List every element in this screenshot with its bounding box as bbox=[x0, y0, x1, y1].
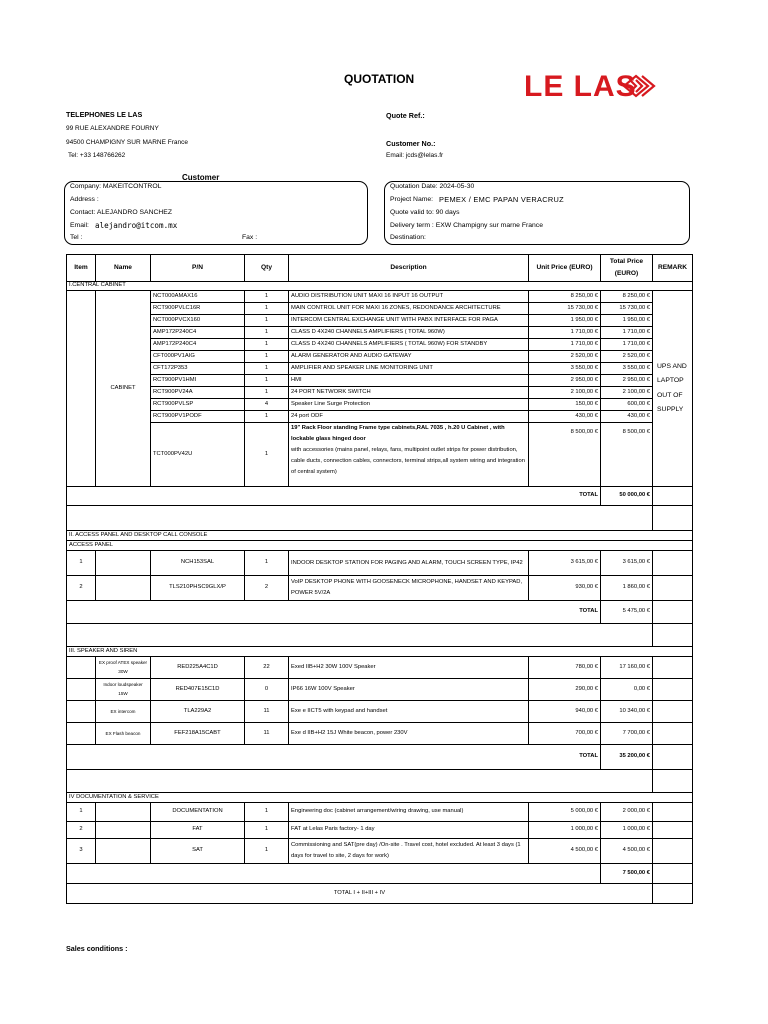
sales-conditions: Sales conditions : bbox=[66, 944, 128, 953]
destination: Destination: bbox=[390, 234, 426, 241]
section-total-row bbox=[67, 487, 693, 506]
customer-tel: Tel : bbox=[70, 234, 83, 241]
section-2-title: II. ACCESS PANEL AND DESKTOP CALL CONSOLE bbox=[67, 531, 693, 541]
table-row: 3 SAT 1 Commissioning and SAT(pre day) /On-site . Travel cost, hotel excluded. At least 3 days (1 days for travel to site, 2 days for work) 4 500,00 € 4 500,00 € bbox=[67, 839, 693, 864]
table-row: RCT900PV1HMI 1 HMI 2 950,00 € 2 950,00 € bbox=[67, 375, 693, 387]
project-name-label: Project Name: bbox=[390, 196, 434, 203]
section-title-row bbox=[67, 647, 693, 657]
section-total-row: TOTAL 5 475,00 € bbox=[67, 601, 693, 624]
table-row: EX proof ATEX speaker 30W RED225A4C1D 22 Exed IIB+H2 30W 100V Speaker 780,00 € 17 160,00 € bbox=[67, 657, 693, 679]
spacer-row bbox=[67, 770, 693, 793]
col-remark: REMARK bbox=[653, 255, 693, 282]
table-row: AMP172P240C4 1 CLASS D 4X240 CHANNELS AMPLIFIERS ( TOTAL 960W) 1 710,00 € 1 710,00 € bbox=[67, 327, 693, 339]
section-title-row bbox=[67, 531, 693, 541]
company-name: TELEPHONES LE LAS bbox=[66, 110, 143, 119]
col-pn: P/N bbox=[151, 255, 245, 282]
table-row: EX Flash beacon FEF218A15CABT 11 Exe d IIB+H2 15J White beacon, power 230V 700,00 € 7 700,00 € bbox=[67, 723, 693, 745]
section-total: 50 000,00 € bbox=[601, 487, 653, 506]
quotation-table bbox=[66, 254, 693, 904]
quote-ref-label: Quote Ref.: bbox=[386, 111, 425, 120]
cabinet-name: CABINET bbox=[96, 291, 151, 487]
table-row: 1 NCH153SAL 1 INDOOR DESKTOP STATION FOR PAGING AND ALARM, TOUCH SCREEN TYPE, IP42 3 615,00 € 3 615,00 € bbox=[67, 551, 693, 576]
col-qty: Qty bbox=[245, 255, 289, 282]
section-title-row bbox=[67, 793, 693, 803]
spacer-row bbox=[67, 506, 693, 531]
section-title-row bbox=[67, 282, 693, 291]
quotation-date: Quotation Date: 2024-05-30 bbox=[390, 183, 475, 190]
table-row: CFT000PV1AIG 1 ALARM GENERATOR AND AUDIO GATEWAY 2 520,00 € 2 520,00 € bbox=[67, 351, 693, 363]
table-row: NCT000PVCX160 1 INTERCOM CENTRAL EXCHANGE UNIT WITH PABX INTERFACE FOR PAGA 1 950,00 € 1 950,00 € bbox=[67, 315, 693, 327]
table-row bbox=[67, 423, 693, 487]
col-item: Item bbox=[67, 255, 96, 282]
unit-price-cell: 8 500,00 € bbox=[529, 423, 601, 487]
unit-price-cell: 8 250,00 € bbox=[529, 291, 601, 303]
qty-cell: 1 bbox=[245, 423, 289, 487]
company-email: Email: jcds@lelas.fr bbox=[386, 152, 444, 159]
grand-total-label: TOTAL I + II+III + IV bbox=[67, 884, 653, 904]
table-header-row bbox=[67, 255, 693, 282]
customer-no-label: Customer No.: bbox=[386, 139, 436, 148]
section-1-title: I.CENTRAL CABINET bbox=[67, 282, 693, 291]
total-label: TOTAL bbox=[529, 487, 601, 506]
spacer-row bbox=[67, 624, 693, 647]
quote-valid: Quote valid to: 90 days bbox=[390, 209, 460, 216]
table-row: AMP172P240C4 1 CLASS D 4X240 CHANNELS AMPLIFIERS ( TOTAL 960W) FOR STANDBY 1 710,00 € 1 710,00 € bbox=[67, 339, 693, 351]
company-logo bbox=[524, 68, 664, 104]
project-name: PEMEX / EMC PAPAN VERACRUZ bbox=[439, 195, 564, 204]
total-price-cell: 8 250,00 € bbox=[601, 291, 653, 303]
section-3-title: III. SPEAKER AND SIREN bbox=[67, 647, 693, 657]
customer-fax: Fax : bbox=[242, 234, 258, 241]
company-tel: Tel: +33 148766262 bbox=[68, 152, 126, 159]
company-address-1: 99 RUE ALEXANDRE FOURNY bbox=[66, 125, 159, 132]
table-row: 2 FAT 1 FAT at Lelas Paris factory- 1 day 1 000,00 € 1 000,00 € bbox=[67, 822, 693, 839]
section-total: 7 500,00 € bbox=[601, 864, 653, 884]
section-total-row bbox=[67, 864, 693, 884]
remark-cell: UPS AND LAPTOP OUT OF SUPPLY bbox=[653, 291, 693, 487]
customer-email: alejandro@itcom.mx bbox=[95, 221, 178, 230]
svg-text:LE LAS: LE LAS bbox=[524, 70, 637, 103]
customer-email-label: Email: bbox=[70, 222, 89, 229]
qty-cell: 1 bbox=[245, 291, 289, 303]
pn-cell: TCT000PV42U bbox=[151, 423, 245, 487]
section-4-title: IV DOCUMENTATION & SERVICE bbox=[67, 793, 693, 803]
col-name: Name bbox=[96, 255, 151, 282]
section-subtitle-row bbox=[67, 541, 693, 551]
total-price-cell: 8 500,00 € bbox=[601, 423, 653, 487]
table-row: 2 TLS210PHSC9GLX/P 2 VoIP DESKTOP PHONE WITH GOOSENECK MICROPHONE, HANDSET AND KEYPAD, POWER 5V/2A 930,00 € 1 860,00 € bbox=[67, 576, 693, 601]
page-title: QUOTATION bbox=[344, 72, 415, 86]
table-row: 1 DOCUMENTATION 1 Engineering doc (cabinet arrangement/wiring drawing, use manual) 5 000,00 € 2 000,00 € bbox=[67, 803, 693, 822]
customer-heading: Customer bbox=[182, 173, 220, 182]
table-row: CFT172P353 1 AMPLIFIER AND SPEAKER LINE MONITORING UNIT 3 550,00 € 3 550,00 € bbox=[67, 363, 693, 375]
table-row: EX intercom TLA229A2 11 Exe e IICT5 with keypad and handset 940,00 € 10 340,00 € bbox=[67, 701, 693, 723]
table-row: RCT900PV1PODF 1 24 port ODF 430,00 € 430,00 € bbox=[67, 411, 693, 423]
col-total-price: Total Price (EURO) bbox=[601, 255, 653, 282]
table-row: RCT900PVLC16R 1 MAIN CONTROL UNIT FOR MAXI 16 ZONES, REDONDANCE ARCHITECTURE 15 730,00 € 15 730,00 € bbox=[67, 303, 693, 315]
item-cell bbox=[67, 291, 96, 487]
customer-contact: Contact: ALEJANDRO SANCHEZ bbox=[70, 209, 172, 216]
pn-cell: NCT000AMAX16 bbox=[151, 291, 245, 303]
grand-total-row bbox=[67, 884, 693, 904]
section-total: 5 475,00 € bbox=[601, 601, 653, 624]
desc-cell: AUDIO DISTRIBUTION UNIT MAXI 16 INPUT 16 OUTPUT bbox=[289, 291, 529, 303]
section-2-subtitle: ACCESS PANEL bbox=[67, 541, 693, 551]
table-row: RCT900PVLSP 4 Speaker Line Surge Protection 150,00 € 600,00 € bbox=[67, 399, 693, 411]
section-total-row: TOTAL 35 200,00 € bbox=[67, 745, 693, 770]
company-address-2: 94500 CHAMPIGNY SUR MARNE France bbox=[66, 139, 188, 146]
desc-cell: 19" Rack Floor standing Frame type cabinets,RAL 7035 , h.20 U Cabinet , with lockable glass hinged door with accessories (mains panel, relays, fans, multipoint outlet strips for power distribution, cable ducts, connection cables, connectors, terminal strips,all system wiring and integration of central system) bbox=[289, 423, 529, 487]
table-row bbox=[67, 291, 693, 303]
customer-address: Address : bbox=[70, 196, 99, 203]
col-unit-price: Unit Price (EURO) bbox=[529, 255, 601, 282]
delivery-term: Delivery term : EXW Champigny sur marne France bbox=[390, 222, 543, 229]
customer-company: Company: MAKEITCONTROL bbox=[70, 183, 162, 190]
table-row: RCT900PV24A 1 24 PORT NETWORK SWITCH 2 100,00 € 2 100,00 € bbox=[67, 387, 693, 399]
col-description: Description bbox=[289, 255, 529, 282]
table-row: Indoor loudspeaker 15W RED407E15C1D 0 IP66 16W 100V Speaker 290,00 € 0,00 € bbox=[67, 679, 693, 701]
section-total: 35 200,00 € bbox=[601, 745, 653, 770]
